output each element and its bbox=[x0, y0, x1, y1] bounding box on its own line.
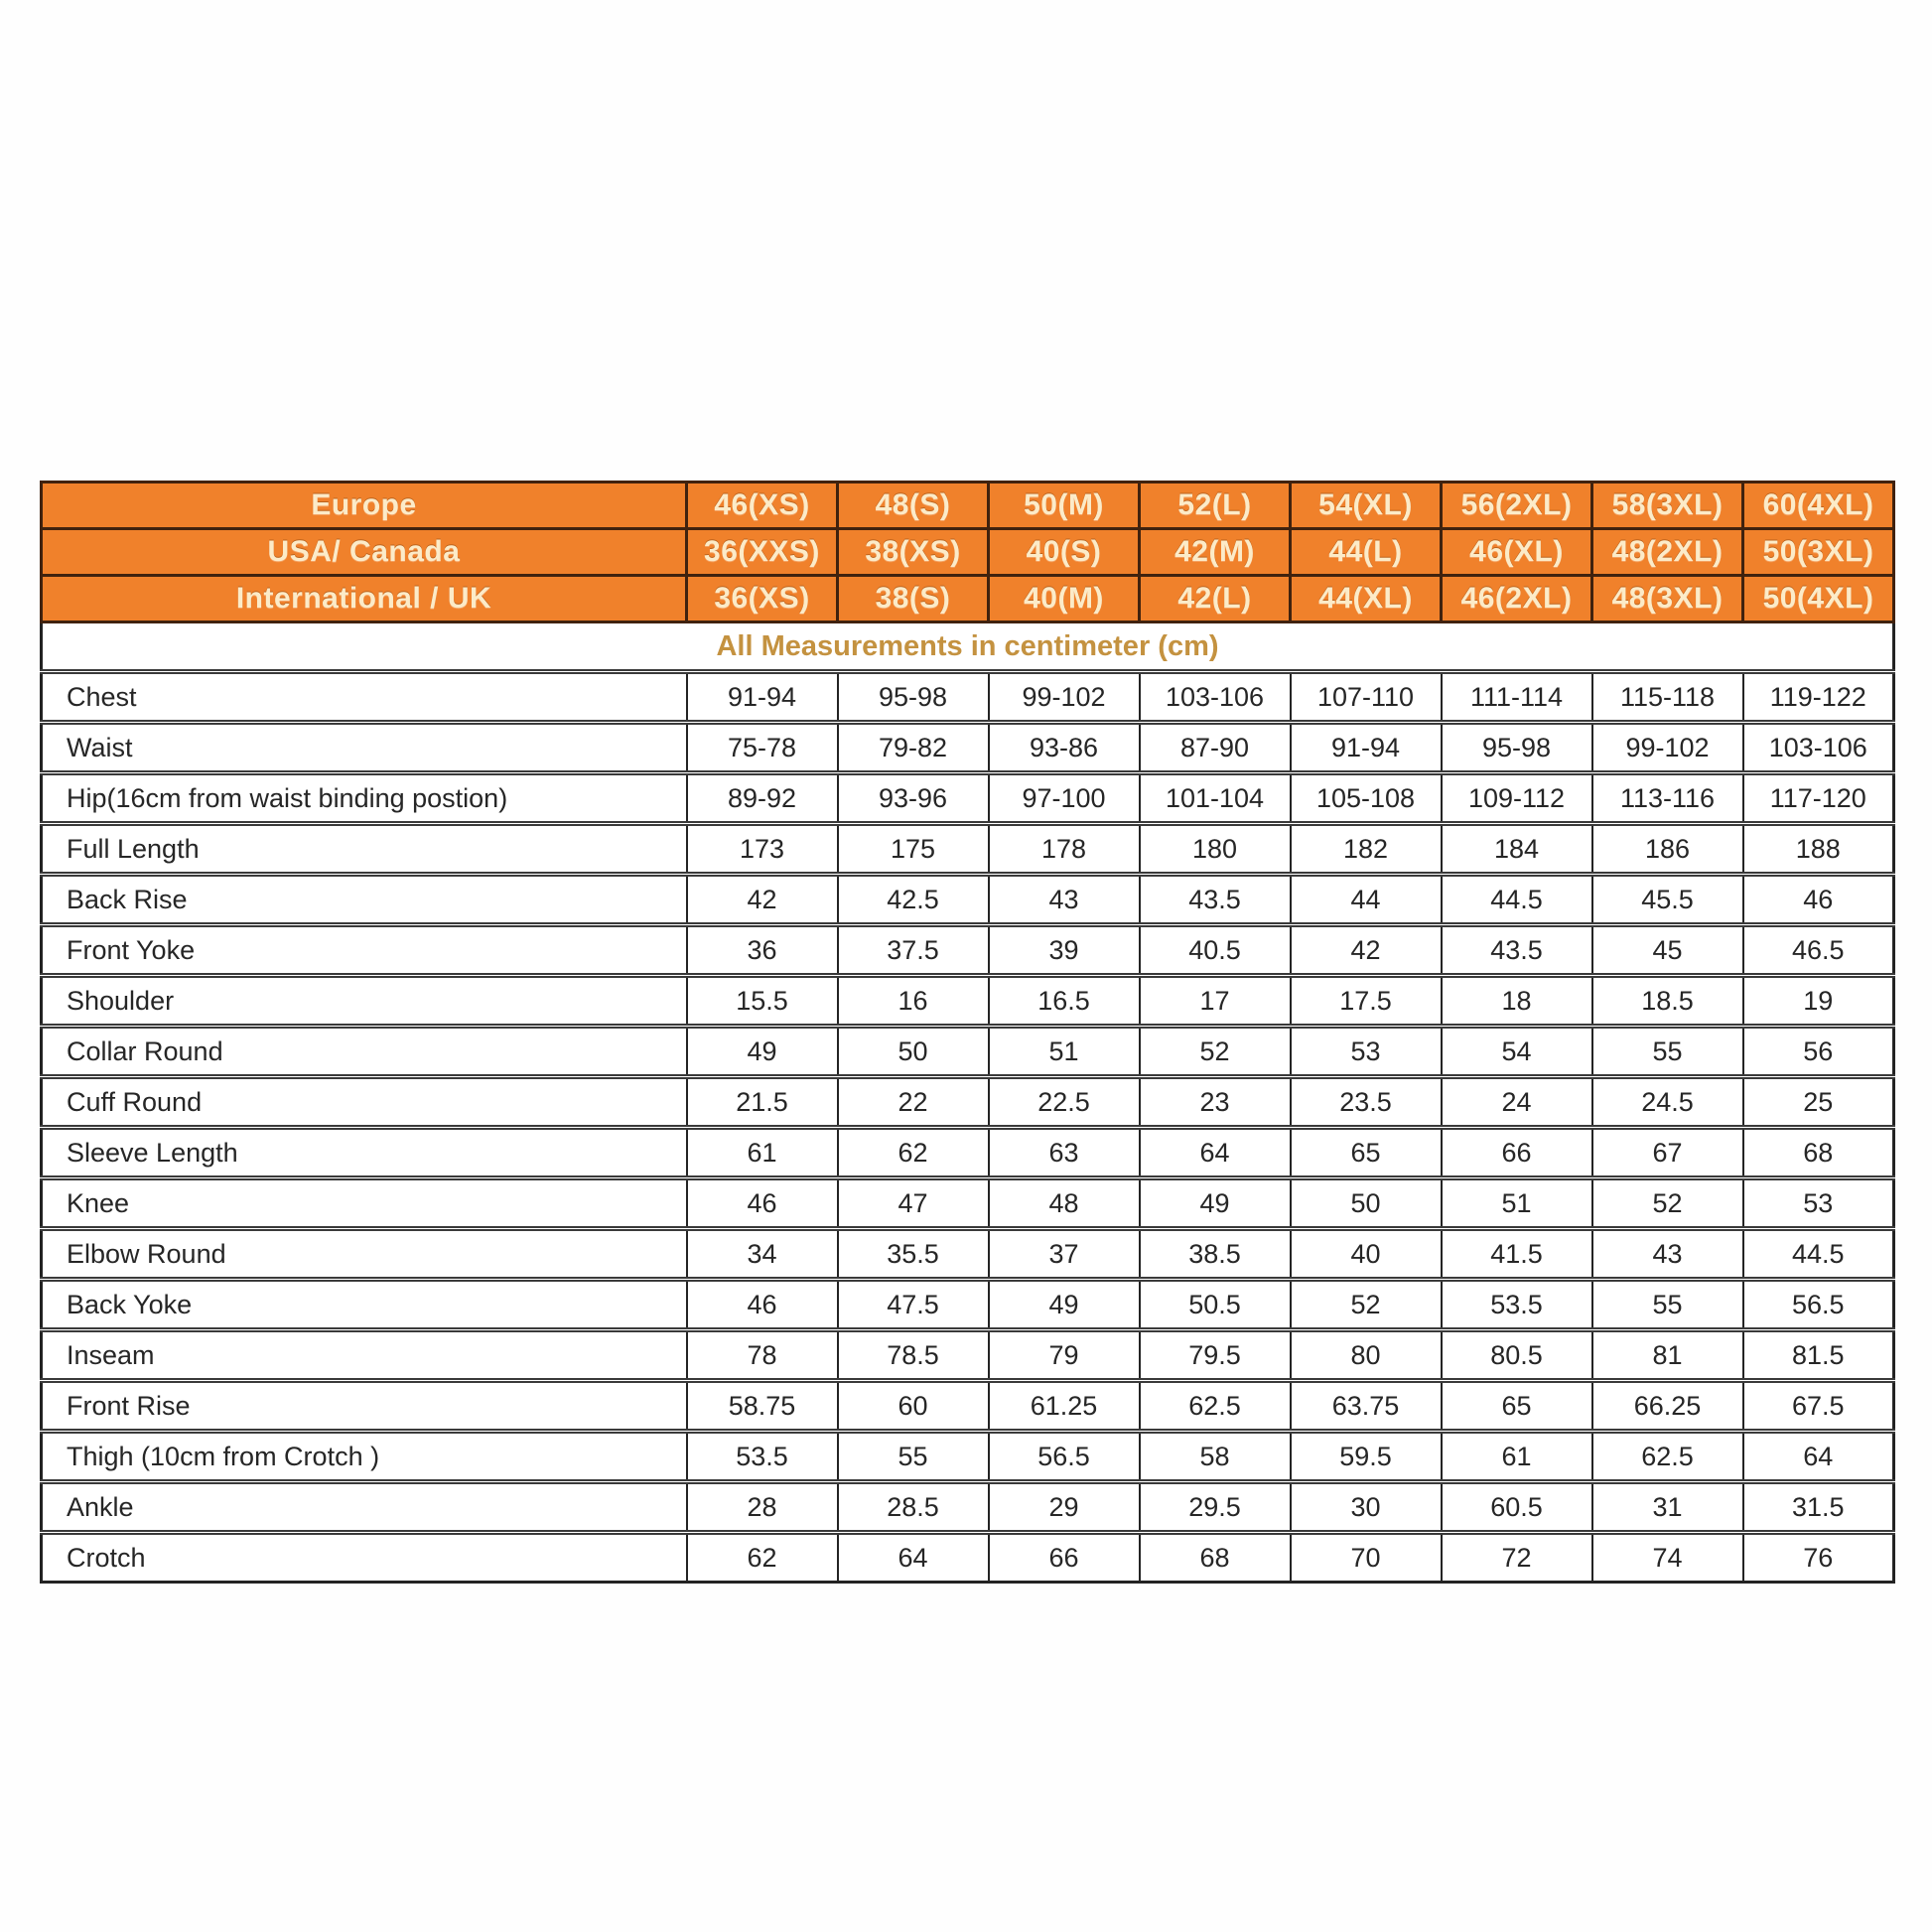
measurement-value: 66 bbox=[989, 1533, 1140, 1583]
table-row bbox=[42, 1229, 1894, 1280]
measurement-value: 42 bbox=[687, 875, 838, 925]
measurement-value: 19 bbox=[1743, 976, 1894, 1027]
size-system-header bbox=[42, 483, 1894, 622]
measurement-value: 61 bbox=[687, 1128, 838, 1178]
measurement-value: 53.5 bbox=[1442, 1280, 1592, 1330]
measurement-value: 182 bbox=[1291, 824, 1442, 875]
size-value: 36(XS) bbox=[687, 576, 838, 622]
measurement-label: Thigh (10cm from Crotch ) bbox=[42, 1432, 687, 1482]
size-value: 40(S) bbox=[989, 529, 1140, 576]
size-value: 56(2XL) bbox=[1442, 483, 1592, 529]
measurement-value: 35.5 bbox=[838, 1229, 989, 1280]
size-value: 46(XS) bbox=[687, 483, 838, 529]
size-value: 50(M) bbox=[989, 483, 1140, 529]
measurement-value: 74 bbox=[1592, 1533, 1743, 1583]
measurement-value: 56.5 bbox=[989, 1432, 1140, 1482]
size-value: 38(XS) bbox=[838, 529, 989, 576]
measurement-value: 60 bbox=[838, 1381, 989, 1432]
table-row bbox=[42, 976, 1894, 1027]
measurement-value: 29.5 bbox=[1140, 1482, 1291, 1533]
measurement-value: 62 bbox=[838, 1128, 989, 1178]
table-row bbox=[42, 1482, 1894, 1533]
measurement-value: 60.5 bbox=[1442, 1482, 1592, 1533]
measurement-label: Front Yoke bbox=[42, 925, 687, 976]
measurement-value: 66 bbox=[1442, 1128, 1592, 1178]
size-value: 42(L) bbox=[1140, 576, 1291, 622]
size-value: 44(XL) bbox=[1291, 576, 1442, 622]
measurement-value: 55 bbox=[1592, 1027, 1743, 1077]
measurement-value: 42.5 bbox=[838, 875, 989, 925]
table-row bbox=[42, 1280, 1894, 1330]
measurement-value: 178 bbox=[989, 824, 1140, 875]
measurement-value: 52 bbox=[1140, 1027, 1291, 1077]
measurement-value: 47 bbox=[838, 1178, 989, 1229]
table-row bbox=[42, 773, 1894, 824]
measurement-value: 54 bbox=[1442, 1027, 1592, 1077]
measurement-value: 51 bbox=[989, 1027, 1140, 1077]
table-row bbox=[42, 1128, 1894, 1178]
measurement-label: Collar Round bbox=[42, 1027, 687, 1077]
measurement-value: 113-116 bbox=[1592, 773, 1743, 824]
measurements-body bbox=[42, 622, 1894, 1583]
measurement-label: Back Yoke bbox=[42, 1280, 687, 1330]
measurement-value: 79 bbox=[989, 1330, 1140, 1381]
measurement-value: 101-104 bbox=[1140, 773, 1291, 824]
measurement-label: Hip(16cm from waist binding postion) bbox=[42, 773, 687, 824]
measurement-value: 64 bbox=[1140, 1128, 1291, 1178]
measurement-value: 24 bbox=[1442, 1077, 1592, 1128]
measurement-value: 87-90 bbox=[1140, 723, 1291, 773]
measurement-value: 49 bbox=[1140, 1178, 1291, 1229]
measurement-value: 80.5 bbox=[1442, 1330, 1592, 1381]
measurement-value: 24.5 bbox=[1592, 1077, 1743, 1128]
size-value: 40(M) bbox=[989, 576, 1140, 622]
size-value: 60(4XL) bbox=[1743, 483, 1894, 529]
measurement-value: 109-112 bbox=[1442, 773, 1592, 824]
measurement-value: 43 bbox=[989, 875, 1140, 925]
measurement-value: 62.5 bbox=[1592, 1432, 1743, 1482]
measurement-value: 64 bbox=[838, 1533, 989, 1583]
size-value: 44(L) bbox=[1291, 529, 1442, 576]
measurement-value: 52 bbox=[1592, 1178, 1743, 1229]
measurement-value: 43 bbox=[1592, 1229, 1743, 1280]
table-row bbox=[42, 1077, 1894, 1128]
measurements-unit-note: All Measurements in centimeter (cm) bbox=[42, 622, 1894, 672]
size-system-row bbox=[42, 529, 1894, 576]
measurement-value: 70 bbox=[1291, 1533, 1442, 1583]
measurement-value: 50 bbox=[1291, 1178, 1442, 1229]
measurement-value: 117-120 bbox=[1743, 773, 1894, 824]
measurement-value: 49 bbox=[687, 1027, 838, 1077]
measurement-value: 58 bbox=[1140, 1432, 1291, 1482]
measurement-value: 18.5 bbox=[1592, 976, 1743, 1027]
measurement-value: 31.5 bbox=[1743, 1482, 1894, 1533]
measurement-value: 78 bbox=[687, 1330, 838, 1381]
measurement-value: 47.5 bbox=[838, 1280, 989, 1330]
measurement-value: 63 bbox=[989, 1128, 1140, 1178]
measurement-value: 23 bbox=[1140, 1077, 1291, 1128]
table-row bbox=[42, 1432, 1894, 1482]
measurement-value: 68 bbox=[1140, 1533, 1291, 1583]
measurement-value: 99-102 bbox=[989, 672, 1140, 723]
size-value: 48(3XL) bbox=[1592, 576, 1743, 622]
measurement-value: 56 bbox=[1743, 1027, 1894, 1077]
measurement-value: 25 bbox=[1743, 1077, 1894, 1128]
measurement-value: 55 bbox=[1592, 1280, 1743, 1330]
measurement-value: 37.5 bbox=[838, 925, 989, 976]
table-row bbox=[42, 672, 1894, 723]
measurement-value: 44.5 bbox=[1442, 875, 1592, 925]
measurement-value: 30 bbox=[1291, 1482, 1442, 1533]
size-value: 58(3XL) bbox=[1592, 483, 1743, 529]
measurement-value: 186 bbox=[1592, 824, 1743, 875]
measurement-value: 15.5 bbox=[687, 976, 838, 1027]
measurement-value: 95-98 bbox=[838, 672, 989, 723]
measurement-value: 55 bbox=[838, 1432, 989, 1482]
measurement-value: 81.5 bbox=[1743, 1330, 1894, 1381]
measurement-value: 184 bbox=[1442, 824, 1592, 875]
measurement-value: 75-78 bbox=[687, 723, 838, 773]
measurement-value: 103-106 bbox=[1743, 723, 1894, 773]
measurement-label: Front Rise bbox=[42, 1381, 687, 1432]
table-row bbox=[42, 723, 1894, 773]
measurement-value: 56.5 bbox=[1743, 1280, 1894, 1330]
measurement-value: 42 bbox=[1291, 925, 1442, 976]
measurement-value: 61 bbox=[1442, 1432, 1592, 1482]
size-value: 48(S) bbox=[838, 483, 989, 529]
measurement-value: 67 bbox=[1592, 1128, 1743, 1178]
measurement-label: Waist bbox=[42, 723, 687, 773]
size-value: 50(3XL) bbox=[1743, 529, 1894, 576]
measurement-label: Shoulder bbox=[42, 976, 687, 1027]
subtitle-row bbox=[42, 622, 1894, 672]
measurement-value: 61.25 bbox=[989, 1381, 1140, 1432]
measurement-value: 45.5 bbox=[1592, 875, 1743, 925]
measurement-label: Cuff Round bbox=[42, 1077, 687, 1128]
size-system-label: USA/ Canada bbox=[42, 529, 687, 576]
measurement-value: 17 bbox=[1140, 976, 1291, 1027]
measurement-value: 105-108 bbox=[1291, 773, 1442, 824]
measurement-value: 79-82 bbox=[838, 723, 989, 773]
measurement-value: 67.5 bbox=[1743, 1381, 1894, 1432]
measurement-value: 59.5 bbox=[1291, 1432, 1442, 1482]
measurement-value: 28 bbox=[687, 1482, 838, 1533]
measurement-value: 81 bbox=[1592, 1330, 1743, 1381]
measurement-value: 34 bbox=[687, 1229, 838, 1280]
measurement-value: 115-118 bbox=[1592, 672, 1743, 723]
measurement-value: 22.5 bbox=[989, 1077, 1140, 1128]
size-system-label: Europe bbox=[42, 483, 687, 529]
measurement-value: 53 bbox=[1743, 1178, 1894, 1229]
size-value: 46(XL) bbox=[1442, 529, 1592, 576]
measurement-value: 89-92 bbox=[687, 773, 838, 824]
measurement-label: Back Rise bbox=[42, 875, 687, 925]
measurement-value: 107-110 bbox=[1291, 672, 1442, 723]
size-value: 46(2XL) bbox=[1442, 576, 1592, 622]
measurement-value: 91-94 bbox=[1291, 723, 1442, 773]
measurement-value: 51 bbox=[1442, 1178, 1592, 1229]
measurement-value: 31 bbox=[1592, 1482, 1743, 1533]
measurement-value: 175 bbox=[838, 824, 989, 875]
measurement-value: 79.5 bbox=[1140, 1330, 1291, 1381]
measurement-value: 72 bbox=[1442, 1533, 1592, 1583]
measurement-value: 62.5 bbox=[1140, 1381, 1291, 1432]
measurement-label: Chest bbox=[42, 672, 687, 723]
measurement-value: 40.5 bbox=[1140, 925, 1291, 976]
measurement-value: 50.5 bbox=[1140, 1280, 1291, 1330]
size-chart-table bbox=[40, 481, 1895, 1584]
measurement-value: 45 bbox=[1592, 925, 1743, 976]
measurement-value: 36 bbox=[687, 925, 838, 976]
measurement-value: 48 bbox=[989, 1178, 1140, 1229]
size-system-row bbox=[42, 576, 1894, 622]
table-row bbox=[42, 1381, 1894, 1432]
measurement-value: 103-106 bbox=[1140, 672, 1291, 723]
measurement-value: 23.5 bbox=[1291, 1077, 1442, 1128]
measurement-value: 68 bbox=[1743, 1128, 1894, 1178]
measurement-value: 95-98 bbox=[1442, 723, 1592, 773]
measurement-value: 22 bbox=[838, 1077, 989, 1128]
measurement-value: 63.75 bbox=[1291, 1381, 1442, 1432]
measurement-value: 99-102 bbox=[1592, 723, 1743, 773]
measurement-value: 66.25 bbox=[1592, 1381, 1743, 1432]
measurement-value: 43.5 bbox=[1442, 925, 1592, 976]
measurement-value: 76 bbox=[1743, 1533, 1894, 1583]
measurement-value: 180 bbox=[1140, 824, 1291, 875]
measurement-label: Full Length bbox=[42, 824, 687, 875]
measurement-value: 46 bbox=[687, 1280, 838, 1330]
measurement-label: Inseam bbox=[42, 1330, 687, 1381]
measurement-value: 49 bbox=[989, 1280, 1140, 1330]
measurement-value: 29 bbox=[989, 1482, 1140, 1533]
measurement-value: 111-114 bbox=[1442, 672, 1592, 723]
table-row bbox=[42, 1178, 1894, 1229]
size-value: 42(M) bbox=[1140, 529, 1291, 576]
measurement-label: Knee bbox=[42, 1178, 687, 1229]
table-row bbox=[42, 875, 1894, 925]
measurement-value: 21.5 bbox=[687, 1077, 838, 1128]
measurement-value: 41.5 bbox=[1442, 1229, 1592, 1280]
measurement-value: 188 bbox=[1743, 824, 1894, 875]
measurement-value: 38.5 bbox=[1140, 1229, 1291, 1280]
measurement-value: 37 bbox=[989, 1229, 1140, 1280]
measurement-value: 64 bbox=[1743, 1432, 1894, 1482]
measurement-value: 46 bbox=[687, 1178, 838, 1229]
measurement-value: 16.5 bbox=[989, 976, 1140, 1027]
measurement-value: 50 bbox=[838, 1027, 989, 1077]
measurement-value: 53 bbox=[1291, 1027, 1442, 1077]
measurement-value: 91-94 bbox=[687, 672, 838, 723]
size-system-label: International / UK bbox=[42, 576, 687, 622]
size-system-row bbox=[42, 483, 1894, 529]
measurement-value: 53.5 bbox=[687, 1432, 838, 1482]
measurement-value: 46.5 bbox=[1743, 925, 1894, 976]
size-value: 54(XL) bbox=[1291, 483, 1442, 529]
measurement-value: 52 bbox=[1291, 1280, 1442, 1330]
measurement-value: 93-86 bbox=[989, 723, 1140, 773]
measurement-value: 18 bbox=[1442, 976, 1592, 1027]
measurement-value: 62 bbox=[687, 1533, 838, 1583]
measurement-value: 17.5 bbox=[1291, 976, 1442, 1027]
size-value: 38(S) bbox=[838, 576, 989, 622]
measurement-value: 93-96 bbox=[838, 773, 989, 824]
measurement-value: 78.5 bbox=[838, 1330, 989, 1381]
size-value: 48(2XL) bbox=[1592, 529, 1743, 576]
size-value: 52(L) bbox=[1140, 483, 1291, 529]
size-chart-container bbox=[40, 481, 1892, 1584]
measurement-value: 44.5 bbox=[1743, 1229, 1894, 1280]
measurement-label: Elbow Round bbox=[42, 1229, 687, 1280]
measurement-value: 46 bbox=[1743, 875, 1894, 925]
measurement-label: Sleeve Length bbox=[42, 1128, 687, 1178]
measurement-value: 58.75 bbox=[687, 1381, 838, 1432]
measurement-label: Crotch bbox=[42, 1533, 687, 1583]
measurement-value: 39 bbox=[989, 925, 1140, 976]
measurement-value: 44 bbox=[1291, 875, 1442, 925]
measurement-value: 80 bbox=[1291, 1330, 1442, 1381]
table-row bbox=[42, 824, 1894, 875]
measurement-value: 16 bbox=[838, 976, 989, 1027]
size-value: 50(4XL) bbox=[1743, 576, 1894, 622]
size-value: 36(XXS) bbox=[687, 529, 838, 576]
table-row bbox=[42, 1533, 1894, 1583]
measurement-value: 97-100 bbox=[989, 773, 1140, 824]
measurement-value: 65 bbox=[1442, 1381, 1592, 1432]
table-row bbox=[42, 1330, 1894, 1381]
table-row bbox=[42, 1027, 1894, 1077]
table-row bbox=[42, 925, 1894, 976]
measurement-value: 43.5 bbox=[1140, 875, 1291, 925]
measurement-value: 40 bbox=[1291, 1229, 1442, 1280]
measurement-value: 173 bbox=[687, 824, 838, 875]
measurement-label: Ankle bbox=[42, 1482, 687, 1533]
measurement-value: 65 bbox=[1291, 1128, 1442, 1178]
measurement-value: 119-122 bbox=[1743, 672, 1894, 723]
measurement-value: 28.5 bbox=[838, 1482, 989, 1533]
